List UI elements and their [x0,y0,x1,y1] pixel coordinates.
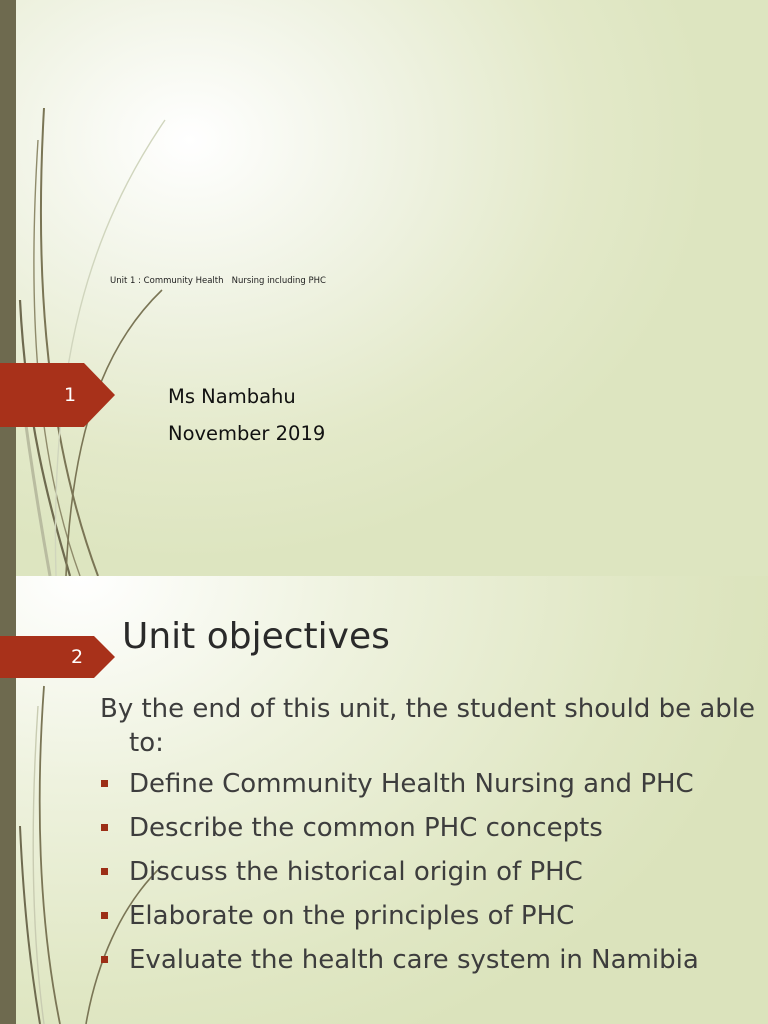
slide-title: Unit 1 : Community Health Nursing including PHC [110,276,326,286]
bullet-icon [101,868,108,875]
objectives-list [100,768,760,988]
list-item-text: Elaborate on the principles of PHC [129,901,575,931]
bullet-icon [101,824,108,831]
slide-number: 1 [63,384,77,406]
slide-title: Unit objectives [122,616,390,657]
intro-text: By the end of this unit, the student should be able to: [100,694,756,758]
presentation-date: November 2019 [168,422,326,445]
list-item [100,768,760,800]
list-item-text: Define Community Health Nursing and PHC [129,769,694,799]
list-item [100,856,760,888]
bullet-icon [101,780,108,787]
list-item [100,900,760,932]
author-name: Ms Nambahu [168,385,296,408]
list-item-text: Describe the common PHC concepts [129,813,603,843]
bullet-icon [101,956,108,963]
slide-number: 2 [70,646,84,668]
list-item-text: Evaluate the health care system in Namibia [129,945,699,975]
bullet-icon [101,912,108,919]
list-item [100,812,760,844]
list-item [100,944,760,976]
list-item-text: Discuss the historical origin of PHC [129,857,583,887]
objectives-slide [0,576,768,1024]
